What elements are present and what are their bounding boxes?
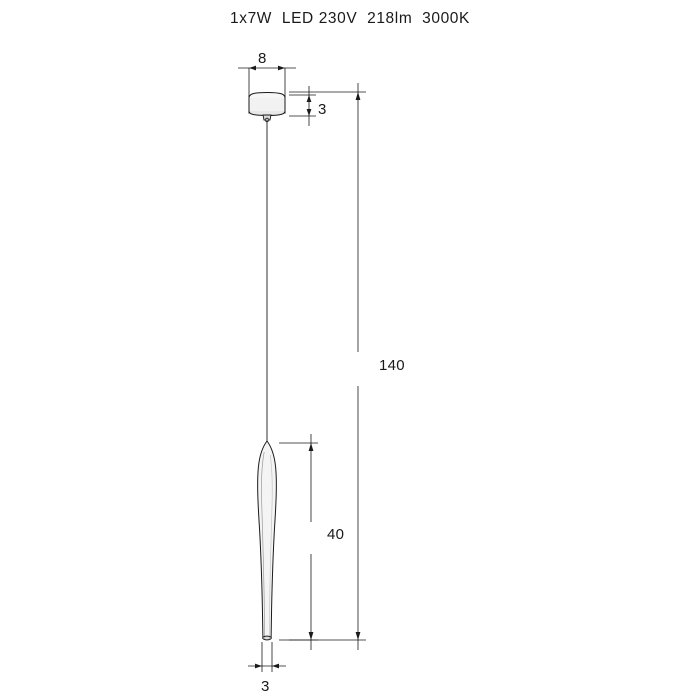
- cone-shade: [258, 441, 277, 640]
- dimension-label-top-width: 8: [258, 50, 267, 67]
- dimension-shade-height: [279, 434, 318, 650]
- dimension-label-bottom-width: 3: [261, 678, 270, 695]
- ceiling-canopy: [249, 93, 285, 122]
- dimension-bottom-width: [248, 642, 286, 672]
- dimension-label-total-drop: 140: [379, 357, 405, 374]
- dimension-label-shade-height: 40: [327, 526, 345, 543]
- dimension-label-canopy-height: 3: [318, 101, 327, 118]
- dimension-total-drop: [289, 83, 366, 650]
- product-spec-title: 1x7W LED 230V 218lm 3000K: [230, 10, 470, 27]
